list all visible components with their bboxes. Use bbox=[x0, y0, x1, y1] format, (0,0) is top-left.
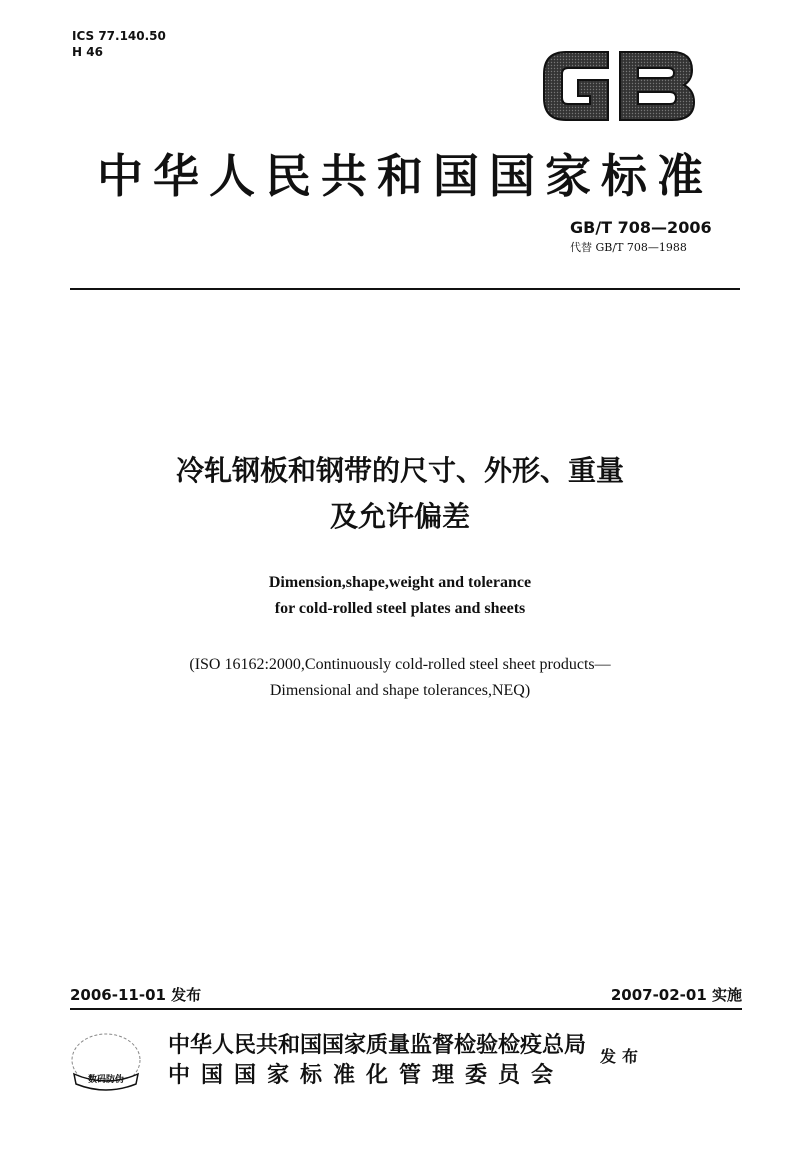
english-title-line-2: for cold-rolled steel plates and sheets bbox=[274, 600, 526, 617]
seal-icon bbox=[66, 1030, 150, 1106]
gb-logo bbox=[538, 46, 698, 126]
iso-reference-line-2: Dimensional and shape tolerances,NEQ) bbox=[269, 682, 531, 699]
chinese-title-line-1: 冷轧钢板和钢带的尺寸、外形、重量 bbox=[175, 454, 624, 487]
chinese-title-line-2: 及允许偏差 bbox=[329, 500, 470, 533]
issuer-sac: 中国国家标准化管理委员会 bbox=[168, 1062, 565, 1088]
ics-code: ICS 77.140.50 bbox=[72, 29, 166, 43]
date-bar bbox=[70, 984, 742, 1010]
anti-counterfeit-seal bbox=[66, 1030, 150, 1106]
issuing-authorities bbox=[168, 1030, 586, 1090]
standard-type-title: 中华人民共和国国家标准 bbox=[97, 149, 713, 203]
iso-reference bbox=[60, 652, 740, 704]
logo-text: GB bbox=[617, 94, 619, 95]
header-divider bbox=[70, 288, 740, 290]
standard-number: GB/T 708—2006 bbox=[570, 218, 712, 237]
classification-codes bbox=[72, 28, 166, 60]
english-title bbox=[80, 570, 720, 622]
seal-label: 数码防伪 bbox=[88, 1075, 125, 1085]
implementation-date: 2007-02-01 实施 bbox=[610, 986, 742, 1004]
chinese-title bbox=[80, 448, 720, 540]
publish-label: 发布 bbox=[600, 1047, 645, 1066]
issuer-aqsiq: 中华人民共和国国家质量监督检验检疫总局 bbox=[168, 1032, 587, 1058]
ccs-code: H 46 bbox=[72, 45, 103, 59]
iso-reference-line-1: (ISO 16162:2000,Continuously cold-rolled steel sheet products— bbox=[189, 656, 611, 673]
replaced-standard: 代替 GB/T 708—1988 bbox=[570, 241, 687, 254]
standard-number-block bbox=[570, 218, 720, 255]
gb-logo-icon bbox=[538, 46, 698, 126]
english-title-line-1: Dimension,shape,weight and tolerance bbox=[268, 574, 532, 591]
issue-date: 2006-11-01 发布 bbox=[70, 986, 202, 1004]
